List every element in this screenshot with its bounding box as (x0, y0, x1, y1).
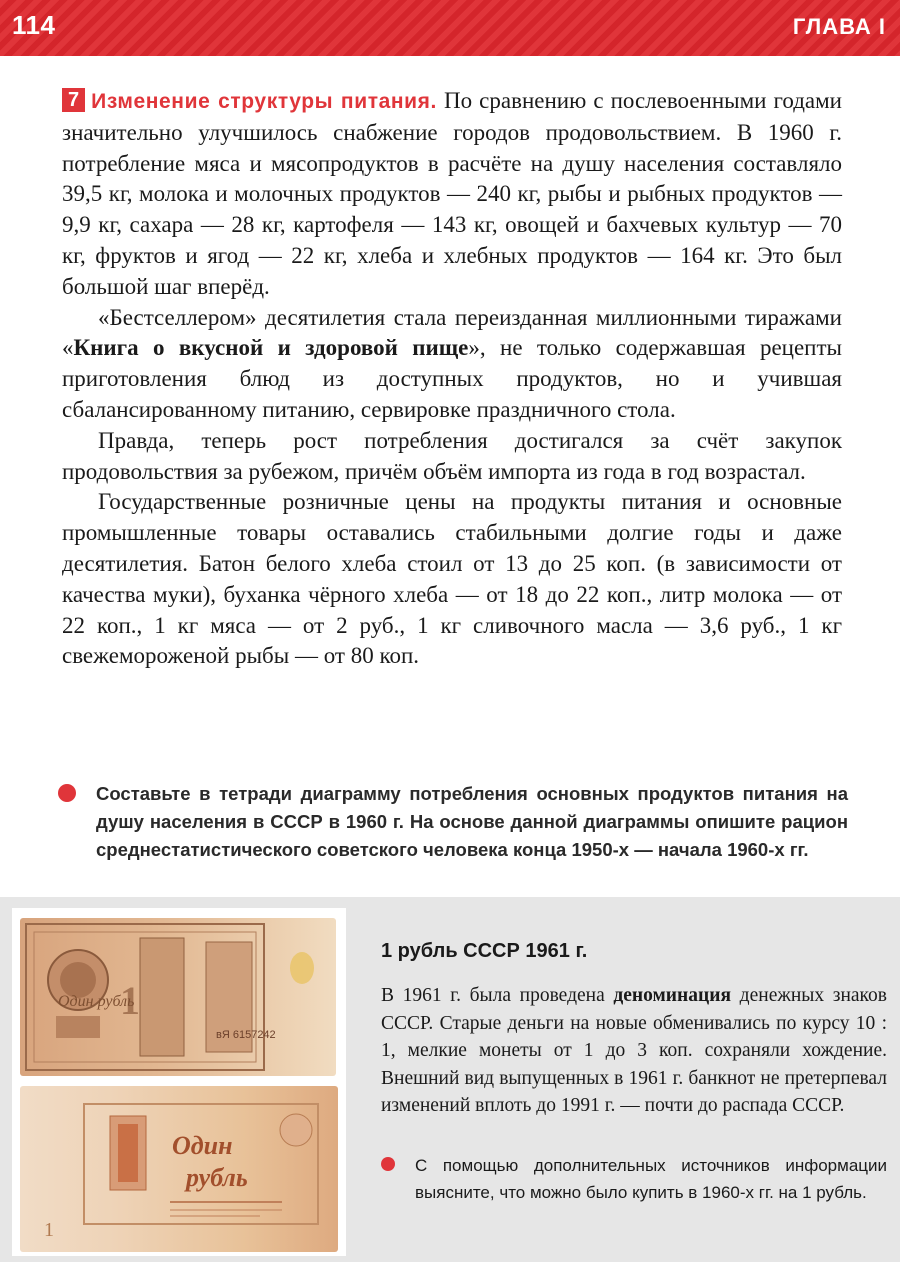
banknote-back-drawing (20, 1086, 338, 1252)
banknote-front-image (20, 918, 336, 1076)
caption-task-block (381, 1152, 887, 1206)
svg-text:1: 1 (120, 978, 140, 1023)
caption-text (381, 982, 887, 1120)
page-header (0, 0, 900, 56)
paragraph-4: Государственные розничные цены на продукты питания и основные промышленные товары оставались стабильными долгие годы и даже десятилетия. Батон белого хлеба стоил от 13 до 25 коп. (в зависимости от качества муки), буханка чёрного хлеба — от 18 до 22 коп., литр молока — от 22 коп., 1 кг мяса — от 2 руб., 1 кг сливочного масла — 3,6 руб., 1 кг свежемороженой рыбы — от 80 коп. (62, 489, 842, 669)
caption-term: деноминация (613, 985, 732, 1006)
paragraph-2-before: «Бестселлером» десятилетия стала переизданная миллионными тиражами « (62, 304, 842, 361)
hologram-icon (290, 952, 314, 984)
paragraph-3: Правда, теперь рост потребления достигался за счёт закупок продовольствия за рубежом, причём объём импорта из года в год возрастал. (62, 427, 842, 484)
banknote-serial: вЯ 6157242 (216, 1029, 276, 1041)
caption-text-after: денежных знаков СССР. Старые деньги на новые обменивались по курсу 10 : 1, мелкие монеты от 1 до 3 коп. сохраняли хождение. Внешний вид выпущенных в 1961 г. банкнот не претерпевал изменений вплоть до 1991 г. — почти до распада СССР. (381, 985, 887, 1116)
chapter-label: ГЛАВА I (792, 14, 886, 39)
banknote-back-label-2: рубль (186, 1163, 248, 1192)
task-block (58, 780, 848, 864)
caption-task-bullet-icon (381, 1157, 395, 1171)
section-number-badge: 7 (62, 88, 85, 112)
section-body (62, 86, 842, 672)
emblem-icon (280, 1114, 312, 1146)
task-text: Составьте в тетради диаграмму потребления основных продуктов питания на душу населения в СССР в 1960 г. На основе данной диаграммы опишите рацион среднестатистического советского человека конца 1950-х — начала 1960-х гг. (96, 783, 848, 860)
caption-title: 1 рубль СССР 1961 г. (381, 940, 588, 962)
paragraph-2-after: », не только содержавшая рецепты приготовления блюд из доступных продуктов, но и учившая сбалансированному питанию, сервировке праздничного стола. (62, 335, 842, 422)
caption-task-text: С помощью дополнительных источников информации выясните, что можно было купить в 1960-х гг. на 1 рубль. (415, 1156, 887, 1202)
paragraph-1-text: По сравнению с послевоенными годами значительно улучшилось снабжение городов продовольствием. В 1960 г. потребление мяса и мясопродуктов в расчёте на душу населения составляло 39,5 кг, молока и молочных продуктов — 240 кг, рыбы и рыбных продуктов — 9,9 кг, сахара — 28 кг, картофеля — 143 кг, овощей и бахчевых культур — 70 кг, фруктов и ягод — 22 кг, хлеба и хлебных продуктов — 164 кг. Это был большой шаг вперёд. (62, 88, 842, 299)
book-title: Книга о вкусной и здоровой пище (73, 335, 469, 361)
page-number: 114 (12, 10, 56, 40)
paragraph-1 (62, 86, 842, 303)
task-bullet-icon (58, 784, 76, 802)
section-title: Изменение структуры питания. (91, 90, 437, 113)
caption-text-before: В 1961 г. была проведена (381, 985, 614, 1006)
banknote-numeral: 1 (44, 1219, 54, 1241)
banknote-front-label: Один рубль (58, 993, 135, 1010)
banknote-back-label-1: Один (172, 1131, 233, 1160)
paragraph-2 (62, 303, 842, 426)
banknote-front-drawing (20, 918, 336, 1076)
banknote-back-image (20, 1086, 338, 1252)
